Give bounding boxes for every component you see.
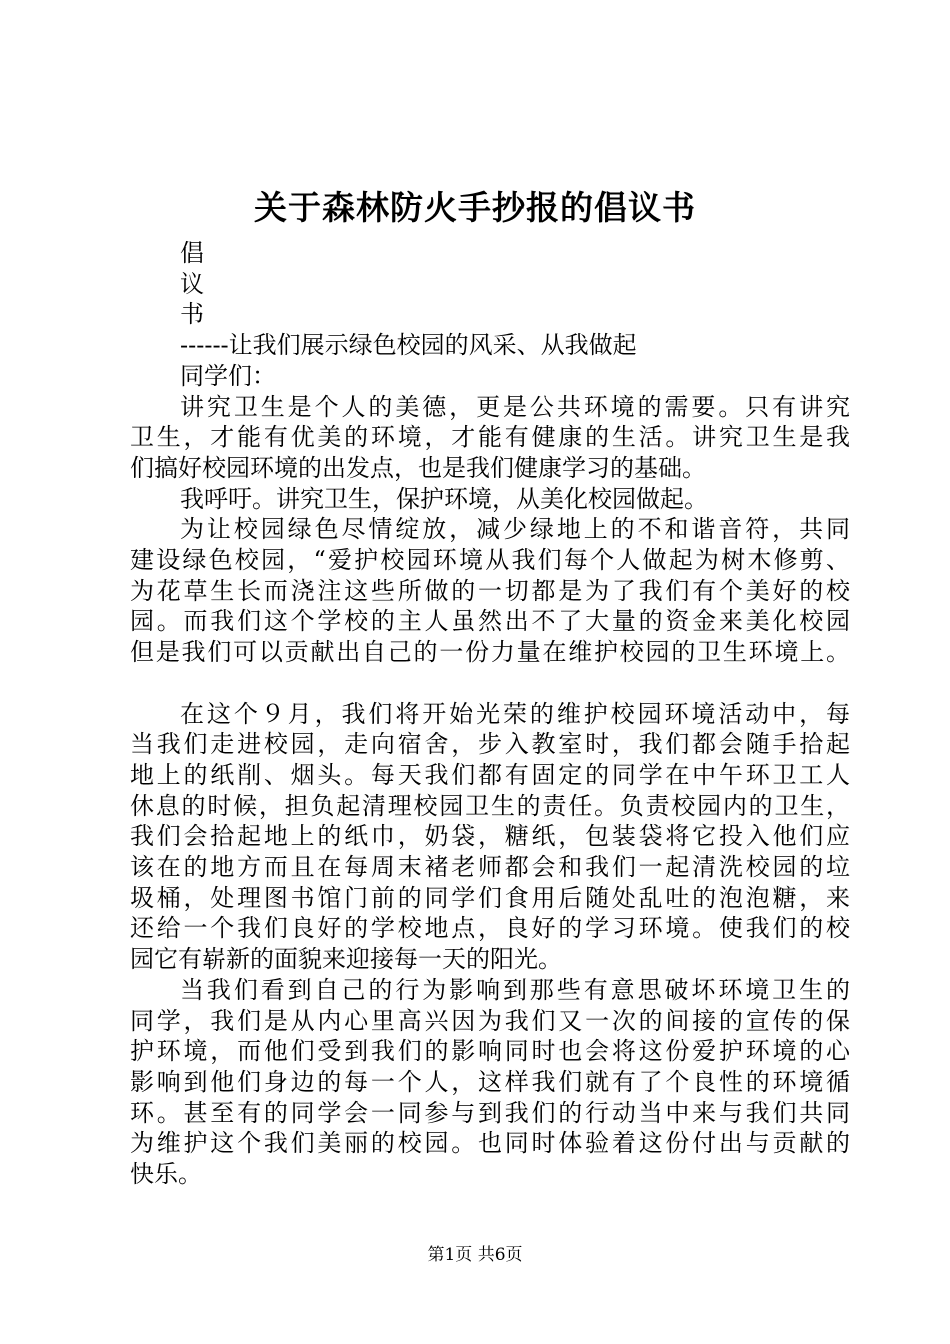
body-line: 当我们走进校园，走向宿舍，步入教室时，我们都会随手拾起 (130, 730, 850, 758)
body-line: 讲究卫生是个人的美德，更是公共环境的需要。只有讲究 (180, 393, 850, 421)
body-line: 同学们： (180, 362, 276, 390)
body-line: 同学，我们是从内心里高兴因为我们又一次的间接的宣传的保 (130, 1007, 850, 1035)
body-line: 为花草生长而浇注这些所做的一切都是为了我们有个美好的校 (130, 577, 850, 605)
body-line: 们搞好校园环境的出发点，也是我们健康学习的基础。 (130, 454, 706, 482)
body-line: 环。甚至有的同学会一同参与到我们的行动当中来与我们共同 (130, 1099, 850, 1127)
body-line: 我呼吁。讲究卫生，保护环境，从美化校园做起。 (180, 485, 708, 513)
body-line: 休息的时候，担负起清理校园卫生的责任。负责校园内的卫生， (130, 792, 850, 820)
body-line: 为维护这个我们美丽的校园。也同时体验着这份付出与贡献的 (130, 1129, 850, 1157)
body-line: 在这个９月，我们将开始光荣的维护校园环境活动中，每 (180, 700, 850, 728)
body-line: 书 (180, 300, 204, 328)
body-line: ------让我们展示绿色校园的风采、从我做起 (180, 331, 637, 359)
body-line (130, 668, 850, 698)
body-line: 议 (180, 270, 204, 298)
body-line: 护环境，而他们受到我们的影响同时也会将这份爱护环境的心 (130, 1037, 850, 1065)
body-line: 建设绿色校园，“爱护校园环境从我们每个人做起为树木修剪、 (130, 546, 850, 574)
body-line: 为让校园绿色尽情绽放，减少绿地上的不和谐音符，共同 (180, 515, 850, 543)
document-title: 关于森林防火手抄报的倡议书 (254, 188, 696, 227)
page-footer: 第1页 共6页 (427, 1245, 523, 1265)
body-line: 快乐。 (130, 1160, 202, 1188)
body-line: 圾桶，处理图书馆门前的同学们食用后随处乱吐的泡泡糖，来 (130, 884, 850, 912)
body-line: 我们会拾起地上的纸巾，奶袋，糖纸，包装袋将它投入他们应 (130, 822, 850, 850)
body-line: 倡 (180, 239, 204, 267)
body-line: 地上的纸削、烟头。每天我们都有固定的同学在中午环卫工人 (130, 761, 850, 789)
body-line: 园它有崭新的面貌来迎接每一天的阳光。 (130, 945, 562, 973)
body-line: 还给一个我们良好的学校地点，良好的学习环境。使我们的校 (130, 914, 850, 942)
body-line: 当我们看到自己的行为影响到那些有意思破坏环境卫生的 (180, 976, 850, 1004)
body-line: 但是我们可以贡献出自己的一份力量在维护校园的卫生环境上。 (130, 638, 850, 666)
body-line: 园。而我们这个学校的主人虽然出不了大量的资金来美化校园 (130, 607, 850, 635)
body-line: 影响到他们身边的每一个人，这样我们就有了个良性的环境循 (130, 1068, 850, 1096)
body-line: 该在的地方而且在每周末褚老师都会和我们一起清洗校园的垃 (130, 853, 850, 881)
body-line: 卫生，才能有优美的环境，才能有健康的生活。讲究卫生是我 (130, 423, 850, 451)
